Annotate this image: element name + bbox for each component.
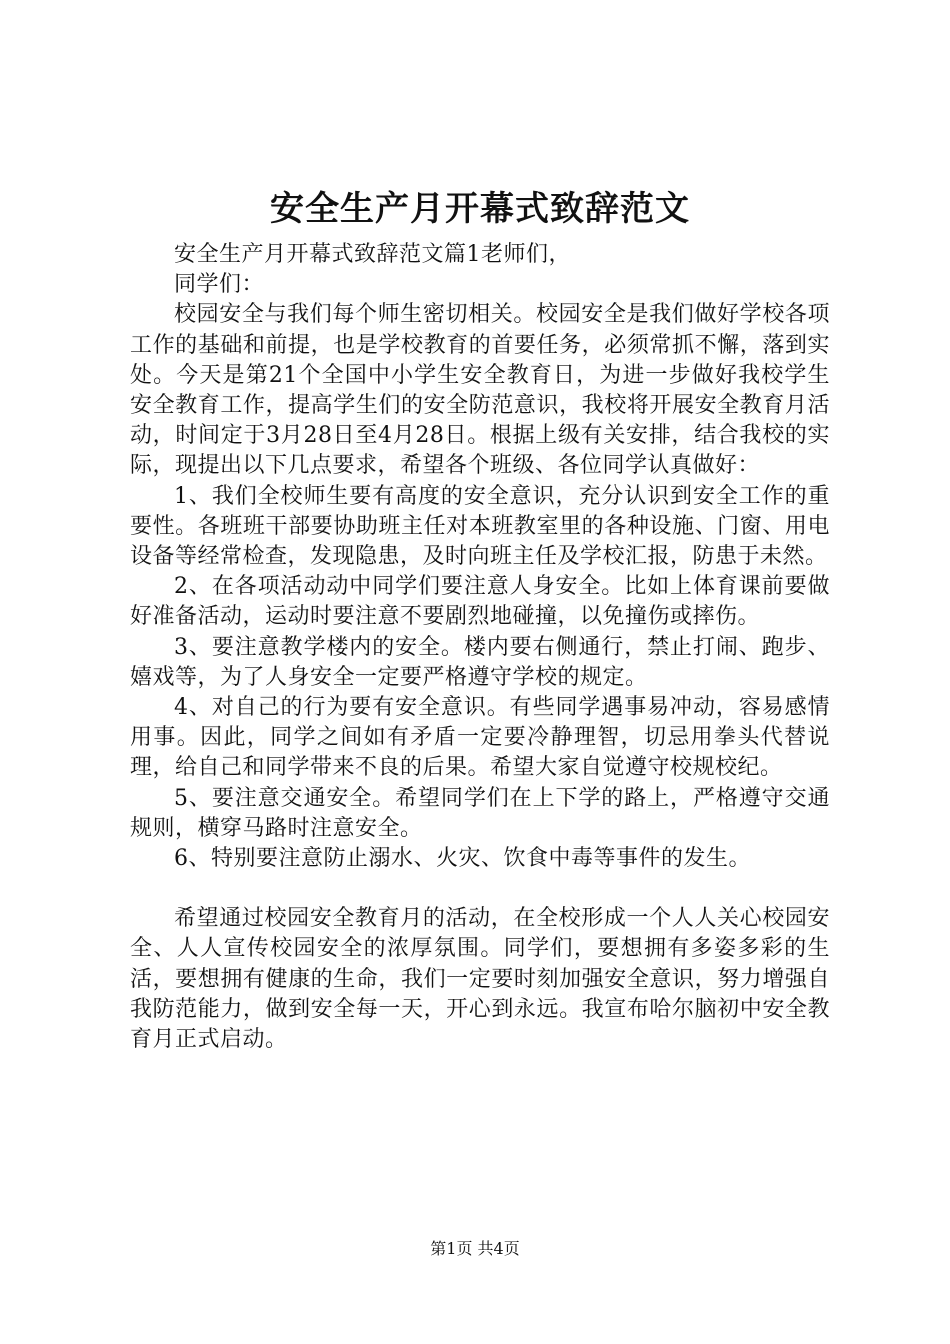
document-body — [130, 240, 830, 1055]
paragraph-heading: 安全生产月开幕式致辞范文篇1老师们， — [174, 242, 571, 267]
paragraph-closing: 希望通过校园安全教育月的活动，在全校形成一个人人关心校园安全、人人宣传校园安全的浓厚氛围。同学们，要想拥有多姿多彩的生活，要想拥有健康的生命，我们一定要时刻加强安全意识，努力增强自我防范能力，做到安全每一天，开心到永远。我宣布哈尔脑初中安全教育月正式启动。 — [130, 906, 830, 1053]
paragraph-intro: 校园安全与我们每个师生密切相关。校园安全是我们做好学校各项工作的基础和前提，也是学校教育的首要任务，必须常抓不懈，落到实处。今天是第21个全国中小学生安全教育日，为进一步做好我校学生安全教育工作，提高学生们的安全防范意识，我校将开展安全教育月活动，时间定于3月28日至4月28日。根据上级有关安排，结合我校的实际，现提出以下几点要求，希望各个班级、各位同学认真做好： — [130, 302, 830, 479]
document-page — [130, 0, 830, 1344]
paragraph-item-1: 1、我们全校师生要有高度的安全意识，充分认识到安全工作的重要性。各班班干部要协助班主任对本班教室里的各种设施、门窗、用电设备等经常检查，发现隐患，及时向班主任及学校汇报，防患于未然。 — [130, 483, 830, 570]
paragraph-item-6: 6、特别要注意防止溺水、火灾、饮食中毒等事件的发生。 — [174, 846, 751, 872]
paragraph-item-5: 5、要注意交通安全。希望同学们在上下学的路上，严格遵守交通规则，横穿马路时注意安全。 — [130, 785, 830, 841]
page-footer: 第1页 共4页 — [430, 1239, 520, 1258]
document-title: 安全生产月开幕式致辞范文 — [270, 189, 690, 229]
paragraph-item-3: 3、要注意教学楼内的安全。楼内要右侧通行，禁止打闹、跑步、嬉戏等，为了人身安全一定要严格遵守学校的规定。 — [130, 634, 830, 690]
paragraph-item-4: 4、对自己的行为要有安全意识。有些同学遇事易冲动，容易感情用事。因此，同学之间如有矛盾一定要冷静理智，切忌用拳头代替说理，给自己和同学带来不良的后果。希望大家自觉遵守校规校纪。 — [130, 695, 830, 781]
paragraph-spacer — [130, 874, 830, 904]
paragraph-item-2: 2、在各项活动动中同学们要注意人身安全。比如上体育课前要做好准备活动，运动时要注意不要剧烈地碰撞，以免撞伤或摔伤。 — [130, 574, 830, 630]
paragraph-greeting: 同学们： — [174, 272, 265, 298]
